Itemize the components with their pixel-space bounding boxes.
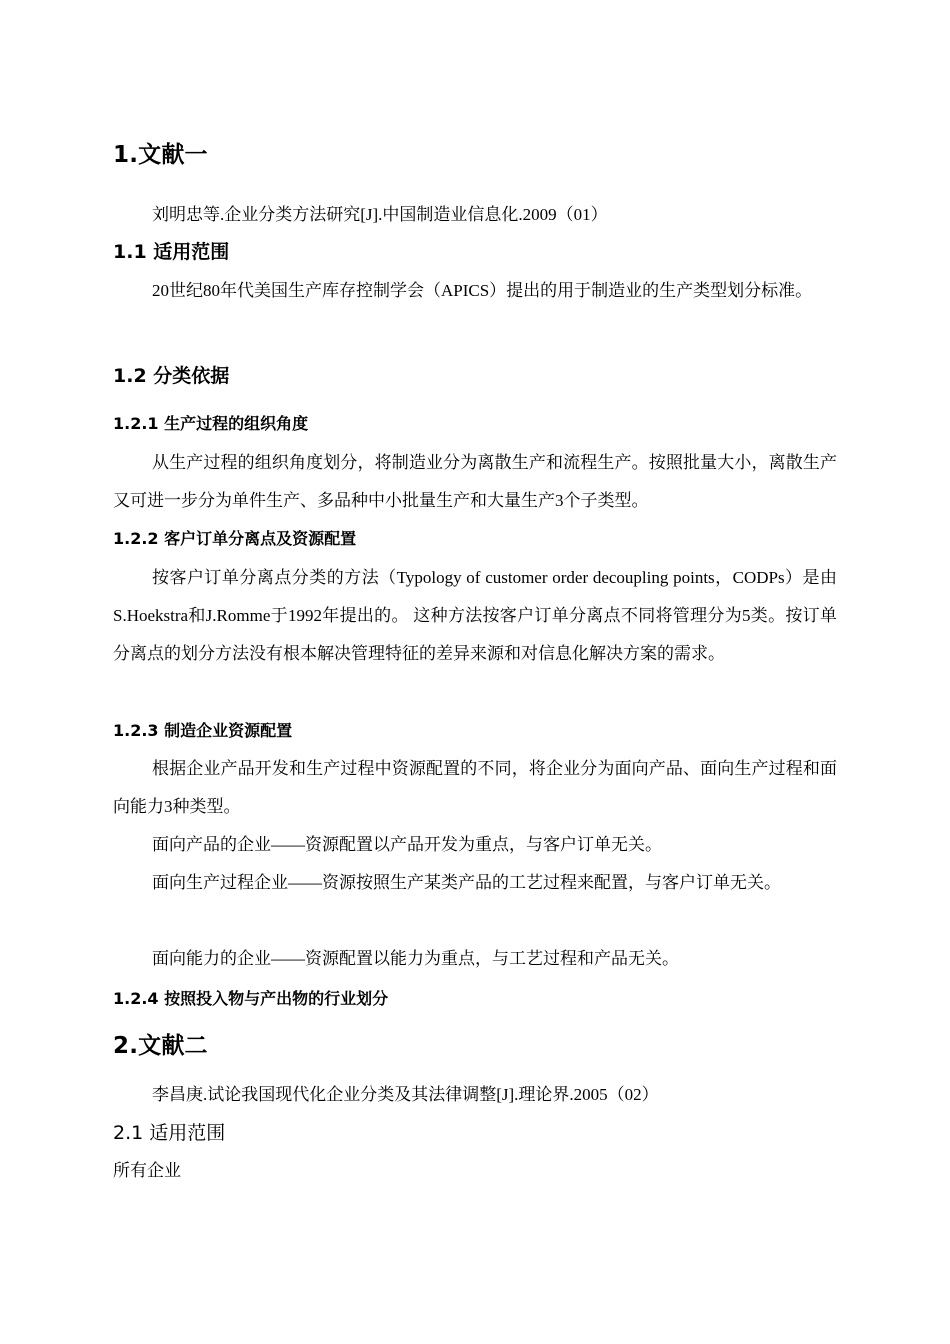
section-1-2-3-heading: 1.2.3 制造企业资源配置 <box>113 721 293 740</box>
section-1-2-4-heading: 1.2.4 按照投入物与产出物的行业划分 <box>113 989 389 1008</box>
section-2-1-paragraph: 所有企业 <box>113 1161 181 1180</box>
section-1-2-3-item-capacity: 面向能力的企业——资源配置以能力为重点，与工艺过程和产品无关。 <box>152 949 679 968</box>
section-1-2-2-heading: 1.2.2 客户订单分离点及资源配置 <box>113 529 357 548</box>
section-2-reference: 李昌庚.试论我国现代化企业分类及其法律调整[J].理论界.2005（02） <box>152 1085 659 1104</box>
section-2-heading: 2.文献二 <box>113 1033 208 1059</box>
section-1-2-3-paragraph: 根据企业产品开发和生产过程中资源配置的不同，将企业分为面向产品、面向生产过程和面向能力3种类型。 <box>113 759 837 816</box>
section-1-heading: 1.文献一 <box>113 142 208 168</box>
section-1-2-heading: 1.2 分类依据 <box>113 365 230 387</box>
section-1-reference: 刘明忠等.企业分类方法研究[J].中国制造业信息化.2009（01） <box>152 205 608 224</box>
section-1-2-1-paragraph: 从生产过程的组织角度划分，将制造业分为离散生产和流程生产。按照批量大小，离散生产又可进一步分为单件生产、多品种中小批量生产和大量生产3个子类型。 <box>113 453 837 510</box>
section-1-2-1-heading: 1.2.1 生产过程的组织角度 <box>113 414 309 433</box>
section-1-1-heading: 1.1 适用范围 <box>113 241 230 263</box>
section-2-1-heading: 2.1 适用范围 <box>113 1122 226 1144</box>
section-1-1-paragraph: 20世纪80年代美国生产库存控制学会（APICS）提出的用于制造业的生产类型划分标准。 <box>152 281 813 300</box>
section-1-2-2-paragraph: 按客户订单分离点分类的方法（Typology of customer order decoupling points，CODPs）是由S.Hoekstra和J.Romme于1992年提出的。 这种方法按客户订单分离点不同将管理分为5类。按订单分离点的划分方法没有根本解决管理特征的差异来源和对信息化解决方案的需求。 <box>113 568 837 663</box>
section-1-2-3-item-product: 面向产品的企业——资源配置以产品开发为重点，与客户订单无关。 <box>152 835 662 854</box>
section-1-2-3-item-process: 面向生产过程企业——资源按照生产某类产品的工艺过程来配置，与客户订单无关。 <box>152 873 781 892</box>
